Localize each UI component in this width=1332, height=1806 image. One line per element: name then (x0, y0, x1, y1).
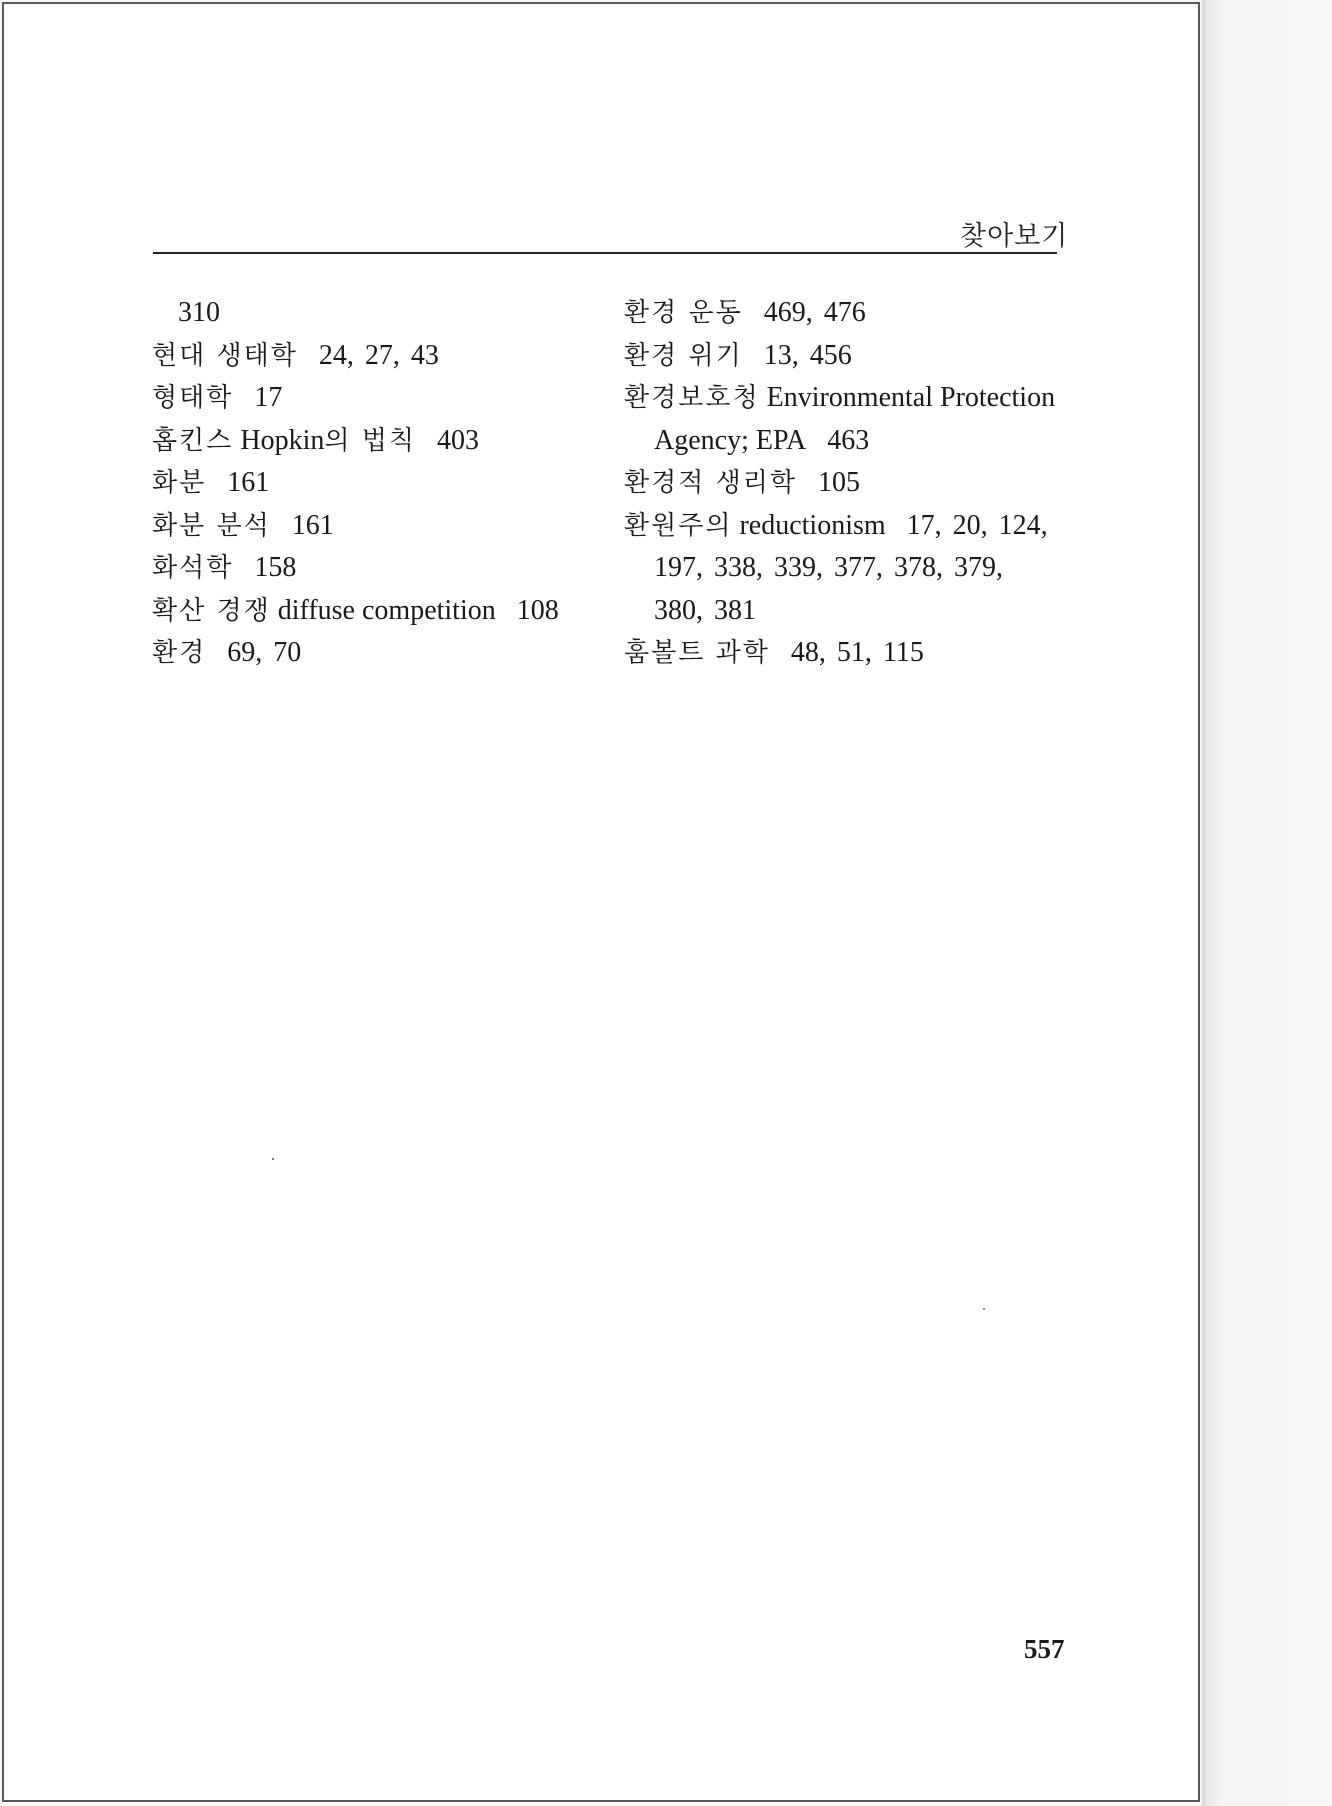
index-term (152, 552, 233, 583)
index-page-refs: 161 (227, 467, 270, 498)
korean-text: 확산 경쟁 (152, 595, 271, 626)
index-page-refs: 108 (516, 594, 559, 626)
index-page-refs: 13, 456 (763, 339, 852, 371)
index-term (624, 467, 797, 498)
index-page-refs: 105 (817, 467, 860, 498)
index-entry (152, 632, 592, 675)
index-term (624, 340, 743, 371)
index-entry (624, 335, 1064, 378)
korean-text: 환경보호청 (624, 383, 760, 413)
korean-text: 현대 생태학 (152, 340, 298, 371)
korean-text: 환경적 생리학 (624, 468, 797, 498)
index-entry (624, 462, 1064, 505)
index-term (152, 467, 206, 498)
korean-text: 훔볼트 과학 (624, 638, 770, 668)
korean-text: 환원주의 (624, 510, 733, 541)
korean-text: 홉킨스 (152, 425, 234, 456)
index-page-refs: 48, 51, 115 (790, 637, 924, 668)
index-term (624, 637, 770, 668)
index-term: 환경보호청 Environmental Protection (624, 382, 1056, 413)
page-number: 557 (1024, 1634, 1065, 1664)
running-head-title: 찾아보기 (960, 221, 1069, 252)
index-page-refs: 463 (827, 424, 870, 456)
index-entry (152, 292, 592, 335)
index-entry (624, 377, 1064, 420)
header-rule (153, 252, 1057, 254)
index-page-refs: 310 (178, 297, 220, 328)
korean-text: 화분 분석 (152, 510, 271, 541)
index-entry (152, 420, 592, 463)
index-entry (624, 547, 1064, 590)
index-entry (624, 632, 1064, 675)
index-term (624, 297, 743, 328)
index-page-refs: 69, 70 (227, 637, 302, 668)
index-entry (152, 462, 592, 505)
index-term (152, 637, 206, 668)
index-entry (152, 377, 592, 420)
index-entry (624, 420, 1064, 463)
scan-gutter (1202, 0, 1332, 1806)
index-column-right (624, 292, 1064, 675)
index-term: 홉킨스 Hopkin의 법칙 (152, 424, 416, 456)
index-page-refs: 17 (254, 382, 283, 413)
index-term: 확산 경쟁 diffuse competition (152, 594, 496, 626)
index-column-left (152, 292, 592, 675)
index-term (152, 510, 271, 541)
index-entry (624, 505, 1064, 548)
index-term (152, 340, 298, 371)
index-entry (624, 292, 1064, 335)
scan-speck (983, 1308, 985, 1310)
index-page-refs: 380, 381 (654, 594, 756, 626)
index-page-refs: 161 (291, 509, 334, 541)
index-page-refs: 24, 27, 43 (318, 339, 439, 371)
index-page-refs: 403 (436, 424, 479, 456)
korean-text: 환경 (152, 638, 207, 668)
index-page-refs: 469, 476 (763, 297, 866, 328)
index-page-refs: 197, 338, 339, 377, 378, 379, (654, 552, 1003, 583)
index-page-refs: 158 (254, 552, 297, 583)
book-page (2, 2, 1200, 1802)
korean-text: 형태학 (152, 383, 234, 413)
index-entry (152, 590, 592, 633)
scan-speck (272, 1158, 274, 1160)
korean-text: 환경 운동 (624, 298, 743, 328)
korean-text: 의 법칙 (324, 425, 416, 456)
index-term: 환원주의 reductionism (624, 509, 886, 541)
index-entry (152, 505, 592, 548)
korean-text: 환경 위기 (624, 340, 743, 371)
index-entry (152, 547, 592, 590)
korean-text: 화분 (152, 468, 207, 498)
index-term (152, 382, 233, 413)
index-entry (624, 590, 1064, 633)
index-entry (152, 335, 592, 378)
index-term: Agency; EPA (654, 424, 807, 456)
korean-text: 화석학 (152, 553, 234, 583)
index-page-refs: 17, 20, 124, (906, 509, 1048, 541)
